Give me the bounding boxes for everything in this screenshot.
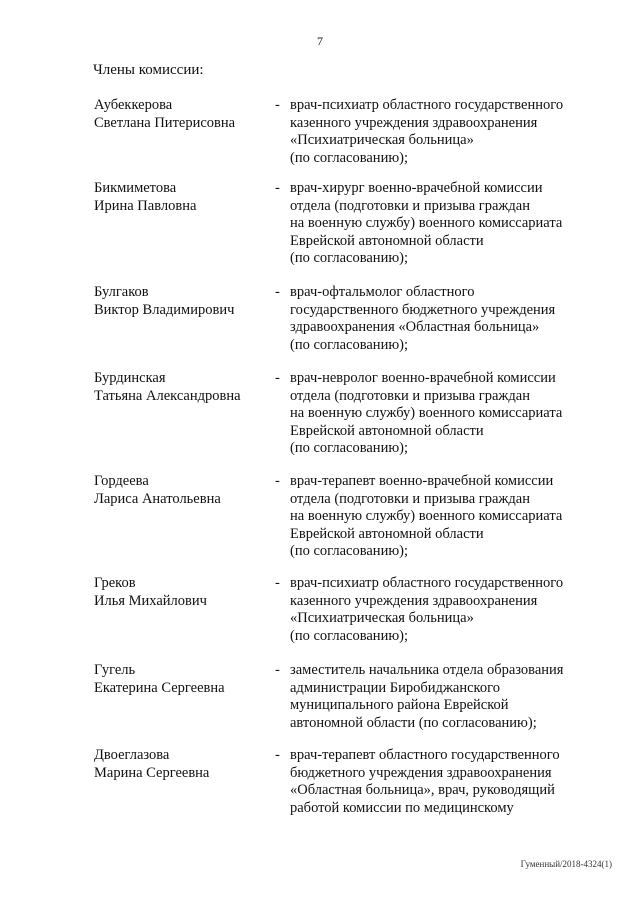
- member-name: [94, 575, 274, 610]
- member-dash: -: [275, 284, 280, 300]
- role-line: (по согласованию);: [290, 440, 409, 456]
- role-line: государственного бюджетного учреждения: [290, 301, 556, 318]
- member-name: [94, 662, 274, 697]
- member-dash: -: [275, 370, 280, 386]
- member-name: [94, 473, 274, 508]
- member-given-names: Виктор Владимирович: [94, 301, 235, 318]
- member-dash: -: [275, 747, 280, 763]
- member-surname: Гугель: [94, 662, 136, 678]
- role-line: работой комиссии по медицинскому: [290, 799, 514, 816]
- commission-members-heading: Члены комиссии:: [93, 62, 204, 78]
- role-line: администрации Биробиджанского: [290, 679, 500, 696]
- role-line: отдела (подготовки и призыва граждан: [290, 387, 530, 404]
- role-line: (по согласованию);: [290, 336, 409, 353]
- role-line: врач-терапевт военно-врачебной комиссии: [290, 473, 554, 489]
- role-line: заместитель начальника отдела образования: [290, 662, 564, 678]
- role-line: казенного учреждения здравоохранения: [290, 592, 538, 609]
- member-name: [94, 747, 274, 782]
- role-line: отдела (подготовки и призыва граждан: [290, 197, 530, 214]
- role-line: здравоохранения «Областная больница»: [290, 319, 540, 335]
- member-role: [290, 97, 590, 167]
- role-line: врач-офтальмолог областного: [290, 284, 475, 300]
- role-line: муниципального района Еврейской: [290, 697, 509, 713]
- member-dash: -: [275, 662, 280, 678]
- member-role: [290, 575, 590, 645]
- member-surname: Бурдинская: [94, 370, 166, 386]
- role-line: врач-терапевт областного государственного: [290, 747, 560, 763]
- member-given-names: Марина Сергеевна: [94, 764, 210, 781]
- member-role: [290, 662, 590, 732]
- member-dash: -: [275, 575, 280, 591]
- member-name: [94, 370, 274, 405]
- member-surname: Двоеглазова: [94, 747, 170, 763]
- role-line: на военную службу) военного комиссариата: [290, 508, 563, 524]
- role-line: «Психиатрическая больница»: [290, 132, 474, 148]
- role-line: Еврейской автономной области: [290, 525, 484, 542]
- role-line: казенного учреждения здравоохранения: [290, 114, 538, 131]
- role-line: Еврейской автономной области: [290, 232, 484, 249]
- role-line: «Психиатрическая больница»: [290, 610, 474, 626]
- document-footer-code: Гуменный/2018-4324(1): [520, 859, 612, 869]
- role-line: на военную службу) военного комиссариата: [290, 215, 563, 231]
- role-line: (по согласованию);: [290, 149, 409, 166]
- role-line: Еврейской автономной области: [290, 422, 484, 439]
- role-line: автономной области (по согласованию);: [290, 714, 537, 731]
- role-line: бюджетного учреждения здравоохранения: [290, 764, 552, 781]
- member-surname: Бикмиметова: [94, 180, 177, 196]
- member-name: [94, 97, 274, 132]
- member-name: [94, 180, 274, 215]
- member-role: [290, 473, 590, 561]
- role-line: (по согласованию);: [290, 543, 409, 559]
- role-line: (по согласованию);: [290, 627, 409, 644]
- member-dash: -: [275, 180, 280, 196]
- member-dash: -: [275, 97, 280, 113]
- role-line: (по согласованию);: [290, 250, 409, 266]
- member-role: [290, 284, 590, 354]
- role-line: врач-психиатр областного государственного: [290, 97, 564, 113]
- member-dash: -: [275, 473, 280, 489]
- role-line: врач-невролог военно-врачебной комиссии: [290, 370, 556, 386]
- member-surname: Аубеккерова: [94, 97, 173, 113]
- member-given-names: Ирина Павловна: [94, 197, 197, 214]
- role-line: отдела (подготовки и призыва граждан: [290, 490, 530, 507]
- role-line: врач-хирург военно-врачебной комиссии: [290, 180, 543, 196]
- member-given-names: Татьяна Александровна: [94, 387, 241, 404]
- member-surname: Греков: [94, 575, 136, 591]
- member-role: [290, 180, 590, 268]
- page-number: 7: [317, 34, 323, 48]
- member-given-names: Светлана Питерисовна: [94, 114, 236, 131]
- role-line: врач-психиатр областного государственного: [290, 575, 564, 591]
- member-surname: Булгаков: [94, 284, 149, 300]
- member-role: [290, 747, 590, 817]
- member-given-names: Лариса Анатольевна: [94, 490, 221, 507]
- member-given-names: Илья Михайлович: [94, 592, 207, 609]
- member-role: [290, 370, 590, 458]
- member-surname: Гордеева: [94, 473, 149, 489]
- role-line: «Областная больница», врач, руководящий: [290, 782, 555, 798]
- role-line: на военную службу) военного комиссариата: [290, 405, 563, 421]
- member-name: [94, 284, 274, 319]
- member-given-names: Екатерина Сергеевна: [94, 679, 225, 696]
